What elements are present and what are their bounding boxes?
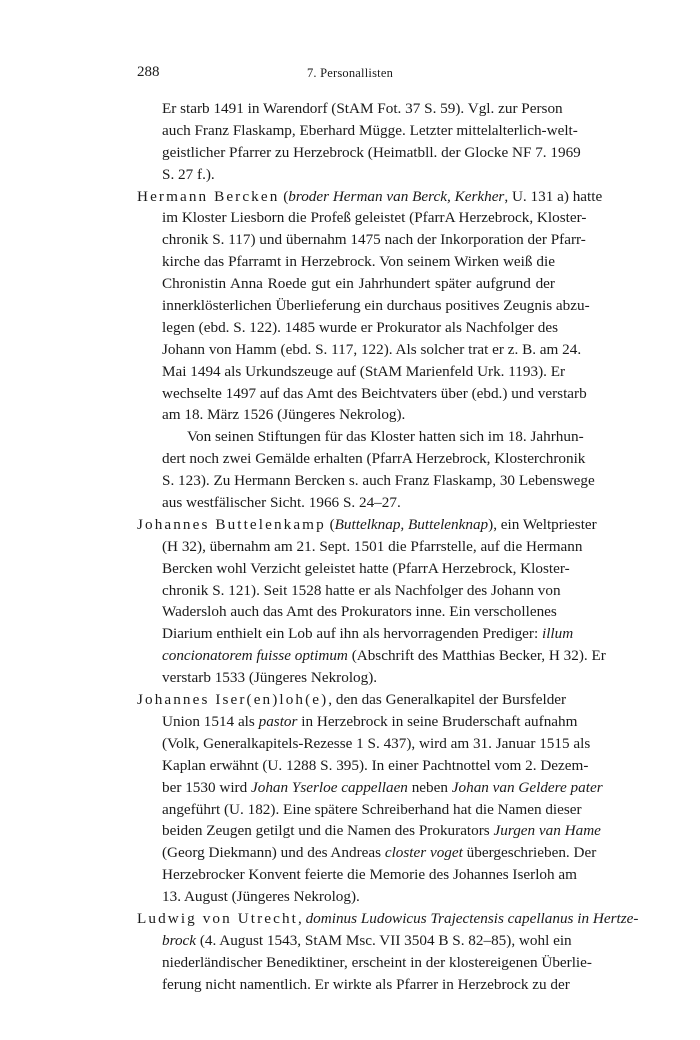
text-line: Chronistin Anna Roede gut ein Jahrhundert später aufgrund der bbox=[162, 275, 555, 293]
text-line: Von seinen Stiftungen für das Kloster hatten sich im 18. Jahrhun- bbox=[187, 428, 584, 446]
text-line: ferung nicht namentlich. Er wirkte als Pfarrer in Herzebrock zu der bbox=[162, 975, 570, 993]
text-line: chronik S. 121). Seit 1528 hatte er als Nachfolger des Johann von bbox=[162, 581, 561, 599]
text-line: brock (4. August 1543, StAM Msc. VII 3504 B S. 82–85), wohl ein bbox=[162, 931, 572, 949]
body-text bbox=[137, 98, 639, 996]
entry-name: Johannes Iser(en)loh(e) bbox=[137, 691, 329, 709]
entry-heading-line: Ludwig von Utrecht, dominus Ludowicus Trajectensis capellanus in Hertze- bbox=[137, 909, 639, 927]
text-line: niederländischer Benediktiner, erscheint in der klostereigenen Überlie- bbox=[162, 953, 592, 971]
text-line: concionatorem fuisse optimum (Abschrift des Matthias Becker, H 32). Er bbox=[162, 647, 606, 665]
text-line: kirche das Pfarramt in Herzebrock. Von seinem Wirken weiß die bbox=[162, 253, 555, 271]
text-line: innerklösterlichen Überlieferung ein durchaus positives Zeugnis abzu- bbox=[162, 297, 590, 315]
text-line: angeführt (U. 182). Eine spätere Schreiberhand hat die Namen dieser bbox=[162, 800, 582, 818]
text-line: Mai 1494 als Urkundszeuge auf (StAM Marienfeld Urk. 1193). Er bbox=[162, 362, 566, 380]
text-line: S. 27 f.). bbox=[162, 165, 215, 183]
text-line: Er starb 1491 in Warendorf (StAM Fot. 37 S. 59). Vgl. zur Person bbox=[162, 100, 563, 117]
text-line: am 18. März 1526 (Jüngeres Nekrolog). bbox=[162, 406, 406, 424]
text-line: Wadersloh auch das Amt des Prokurators inne. Ein verschollenes bbox=[162, 603, 557, 621]
text-line: chronik S. 117) und übernahm 1475 nach der Inkorporation der Pfarr- bbox=[162, 231, 586, 249]
text-line: (H 32), übernahm am 21. Sept. 1501 die Pfarrstelle, auf die Hermann bbox=[162, 537, 583, 555]
text-line: Johann von Hamm (ebd. S. 117, 122). Als solcher trat er z. B. am 24. bbox=[162, 340, 582, 358]
page-number: 288 bbox=[137, 64, 160, 80]
entry-heading-line: Hermann Bercken (broder Herman van Berck, Kerkher, U. 131 a) hatte bbox=[137, 187, 603, 205]
entry-name: Johannes Buttelenkamp bbox=[137, 515, 326, 533]
text-line: verstarb 1533 (Jüngeres Nekrolog). bbox=[162, 669, 378, 687]
text-line: 13. August (Jüngeres Nekrolog). bbox=[162, 888, 360, 906]
text-line: beiden Zeugen getilgt und die Namen des Prokurators Jurgen van Hame bbox=[162, 822, 601, 840]
text-line: Bercken wohl Verzicht geleistet hatte (PfarrA Herzebrock, Kloster- bbox=[162, 559, 570, 577]
text-line: Kaplan erwähnt (U. 1288 S. 395). In einer Pachtnottel vom 2. Dezem- bbox=[162, 756, 589, 774]
text-line: aus westfälischer Sicht. 1966 S. 24–27. bbox=[162, 494, 401, 512]
text-line: Herzebrocker Konvent feierte die Memorie des Johannes Iserloh am bbox=[162, 866, 577, 884]
text-line: im Kloster Liesborn die Profeß geleistet (PfarrA Herzebrock, Kloster- bbox=[162, 209, 587, 227]
text-line: legen (ebd. S. 122). 1485 wurde er Prokurator als Nachfolger des bbox=[162, 318, 559, 336]
text-line: wechselte 1497 auf das Amt des Beichtvaters über (ebd.) und verstarb bbox=[162, 384, 587, 402]
entry-heading-line: Johannes Buttelenkamp (Buttelknap, Buttelenknap), ein Weltpriester bbox=[137, 515, 597, 533]
text-line: S. 123). Zu Hermann Bercken s. auch Franz Flaskamp, 30 Lebenswege bbox=[162, 472, 595, 490]
text-line: dert noch zwei Gemälde erhalten (PfarrA Herzebrock, Klosterchronik bbox=[162, 450, 586, 468]
entry-heading-line: Johannes Iser(en)loh(e), den das Generalkapitel der Bursfelder bbox=[137, 691, 567, 709]
text-line: geistlicher Pfarrer zu Herzebrock (Heimatbll. der Glocke NF 7. 1969 bbox=[162, 143, 581, 161]
text-line: ber 1530 wird Johan Yserloe cappellaen neben Johan van Geldere pater bbox=[162, 778, 603, 796]
text-line: Union 1514 als pastor in Herzebrock in seine Bruderschaft aufnahm bbox=[162, 712, 578, 730]
text-line: (Volk, Generalkapitels-Rezesse 1 S. 437), wird am 31. Januar 1515 als bbox=[162, 734, 591, 752]
entry-name: Ludwig von Utrecht bbox=[137, 909, 298, 927]
running-title: 7. Personallisten bbox=[306, 66, 394, 80]
entry-name: Hermann Bercken bbox=[137, 187, 280, 205]
text-line: (Georg Diekmann) und des Andreas closter voget übergeschrieben. Der bbox=[162, 844, 597, 862]
text-line: Diarium enthielt ein Lob auf ihn als hervorragenden Prediger: illum bbox=[162, 625, 574, 643]
text-line: auch Franz Flaskamp, Eberhard Mügge. Letzter mittelalterlich-welt- bbox=[162, 121, 578, 139]
